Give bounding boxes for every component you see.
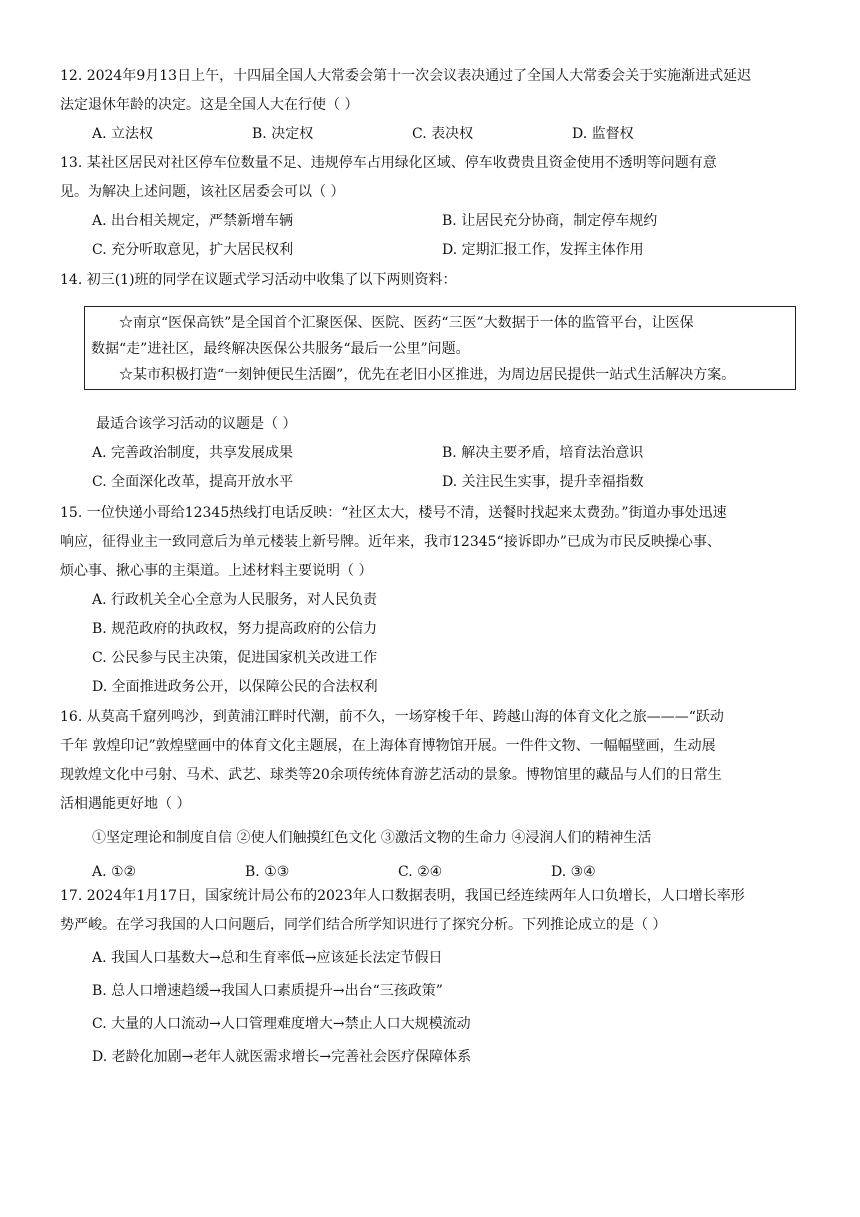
q14-option-c[interactable]: C. 全面深化改革，提高开放水平: [92, 474, 294, 490]
q16-stem-line3: 现敦煌文化中弓射、马术、武艺、球类等20余项传统体育游艺活动的景象。博物馆里的藏品与人们的日常生: [60, 767, 722, 783]
question-14-choices: [60, 410, 800, 497]
q14-option-b[interactable]: B. 解决主要矛盾，培育法治意识: [442, 445, 644, 461]
q14-options-row2: [60, 468, 800, 497]
q13-options-row1: [60, 207, 800, 236]
q14-material-line1: ☆南京“医保高铁”是全国首个汇聚医保、医院、医药“三医”大数据于一体的监管平台，让医保: [119, 315, 694, 331]
q14-option-a[interactable]: A. 完善政治制度，共享发展成果: [92, 445, 294, 461]
q15-stem-line1: 15. 一位快递小哥给12345热线打电话反映：“社区太大，楼号不清，送餐时找起来太费劲。”街道办事处迅速: [60, 505, 727, 521]
q14-option-d[interactable]: D. 关注民生实事，提升幸福指数: [442, 474, 644, 490]
q16-option-b[interactable]: B. ①③: [245, 864, 290, 880]
q13-stem-line2: 见。为解决上述问题，该社区居委会可以（ ）: [60, 184, 345, 200]
q15-stem-line3: 烦心事、揪心事的主渠道。上述材料主要说明（ ）: [60, 563, 373, 579]
q15-option-a[interactable]: A. 行政机关全心全意为人民服务，对人民负责: [92, 592, 378, 608]
q16-option-d[interactable]: D. ③④: [551, 864, 596, 880]
q15-option-b[interactable]: B. 规范政府的执政权，努力提高政府的公信力: [92, 621, 378, 637]
q16-statements: ①坚定理论和制度自信 ②使人们触摸红色文化 ③激活文物的生命力 ④浸润人们的精神生活: [92, 830, 652, 846]
q17-option-c[interactable]: C. 大量的人口流动→人口管理难度增大→禁止人口大规模流动: [92, 1016, 471, 1032]
q12-option-d[interactable]: D. 监督权: [572, 126, 634, 142]
q12-option-b[interactable]: B. 决定权: [252, 126, 314, 142]
q17-option-d[interactable]: D. 老龄化加剧→老年人就医需求增长→完善社会医疗保障体系: [92, 1049, 472, 1065]
q12-option-c[interactable]: C. 表决权: [412, 126, 474, 142]
q13-stem-line1: 13. 某社区居民对社区停车位数量不足、违规停车占用绿化区域、停车收费贵且资金使用不透明等问题有意: [60, 155, 717, 171]
question-15: [60, 499, 800, 702]
q16-stem-line2: 千年 敦煌印记”敦煌壁画中的体育文化主题展，在上海体育博物馆开展。一件件文物、一幅幅壁画，生动展: [60, 738, 716, 754]
question-13: [60, 149, 800, 265]
q17-stem-line1: 17. 2024年1月17日，国家统计局公布的2023年人口数据表明，我国已经连续两年人口负增长，人口增长率形: [60, 888, 745, 904]
q16-option-a[interactable]: A. ①②: [92, 864, 137, 880]
q17-option-a[interactable]: A. 我国人口基数大→总和生育率低→应该延长法定节假日: [92, 950, 443, 966]
question-17: [60, 882, 800, 1072]
q12-stem-line1: 12. 2024年9月13日上午，十四届全国人大常委会第十一次会议表决通过了全国人大常委会关于实施渐进式延迟: [60, 68, 752, 84]
q14-material-line3: ☆某市积极打造“一刻钟便民生活圈”，优先在老旧小区推进，为周边居民提供一站式生活解决方案。: [119, 367, 736, 383]
question-12: [60, 62, 800, 149]
q16-stem-line1: 16. 从莫高千窟列鸣沙，到黄浦江畔时代潮，前不久，一场穿梭千年、跨越山海的体育文化之旅———“跃动: [60, 709, 724, 725]
q15-option-d[interactable]: D. 全面推进政务公开，以保障公民的合法权利: [92, 679, 378, 695]
q17-option-b[interactable]: B. 总人口增速趋缓→我国人口素质提升→出台“三孩政策”: [92, 983, 443, 999]
q15-stem-line2: 响应，征得业主一致同意后为单元楼装上新号牌。近年来，我市12345“接诉即办”已成为市民反映操心事、: [60, 534, 721, 550]
q15-option-c[interactable]: C. 公民参与民主决策，促进国家机关改进工作: [92, 650, 378, 666]
q13-option-c[interactable]: C. 充分听取意见，扩大居民权利: [92, 242, 294, 258]
question-14: [60, 266, 800, 295]
q12-option-a[interactable]: A. 立法权: [92, 126, 154, 142]
q13-option-d[interactable]: D. 定期汇报工作，发挥主体作用: [442, 242, 644, 258]
question-16: [60, 703, 800, 887]
q16-option-c[interactable]: C. ②④: [398, 864, 443, 880]
q14-question: 最适合该学习活动的议题是（ ）: [96, 416, 297, 432]
q13-option-a[interactable]: A. 出台相关规定，严禁新增车辆: [92, 213, 294, 229]
q14-options-row1: [60, 439, 800, 468]
q14-material-line2: 数据“走”进社区，最终解决医保公共服务“最后一公里”问题。: [91, 341, 470, 357]
q12-options: [60, 120, 800, 149]
q13-option-b[interactable]: B. 让居民充分协商，制定停车规约: [442, 213, 658, 229]
q14-stem: 14. 初三(1)班的同学在议题式学习活动中收集了以下两则资料：: [60, 272, 457, 288]
q17-stem-line2: 势严峻。在学习我国的人口问题后，同学们结合所学知识进行了探究分析。下列推论成立的是（ ）: [60, 917, 667, 933]
q14-material-box: [84, 306, 796, 390]
q16-stem-line4: 活相遇能更好地（ ）: [60, 796, 191, 812]
q13-options-row2: [60, 236, 800, 265]
q12-stem-line2: 法定退休年龄的决定。这是全国人大在行使（ ）: [60, 97, 359, 113]
